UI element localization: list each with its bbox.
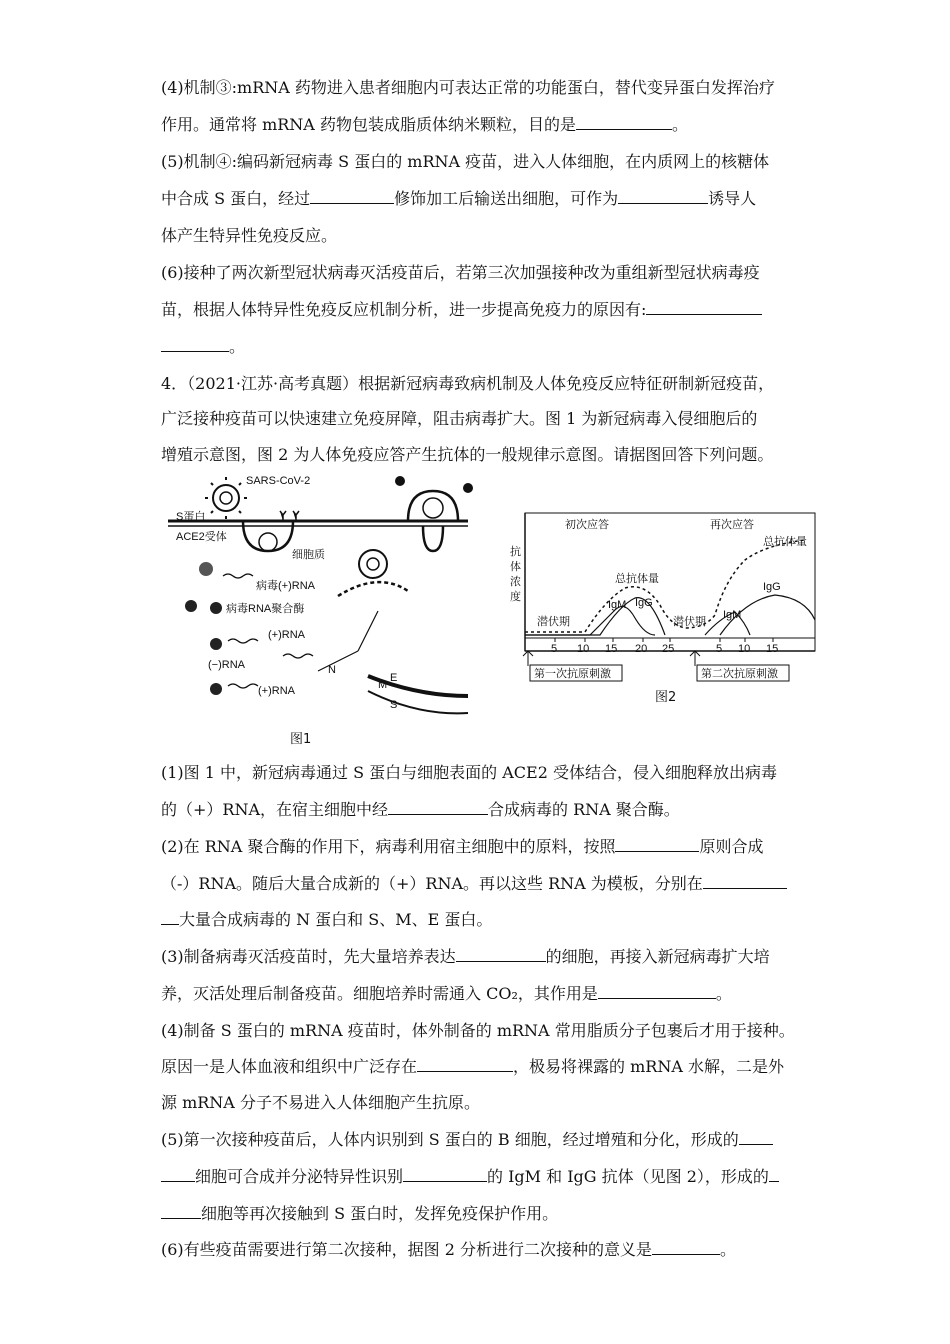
svg-text:体: 体: [510, 561, 521, 573]
q4-part6-line2: 苗，根据人体特异性免疫反应机制分析，进一步提高免疫力的原因有:: [161, 299, 801, 321]
svg-text:病毒(+)RNA: 病毒(+)RNA: [256, 580, 315, 592]
svg-text:15: 15: [766, 643, 779, 655]
svg-text:10: 10: [738, 643, 751, 655]
answer-blank[interactable]: [403, 1166, 487, 1182]
figure-1-caption: 图1: [290, 732, 312, 747]
svg-text:ACE2受体: ACE2受体: [176, 531, 227, 543]
svg-text:SARS-CoV-2: SARS-CoV-2: [246, 476, 311, 487]
question-4-stem-line2: 广泛接种疫苗可以快速建立免疫屏障，阻击病毒扩大。图 1 为新冠病毒入侵细胞后的: [161, 409, 758, 428]
virus-particle-icon: [359, 550, 387, 578]
svg-text:15: 15: [605, 643, 618, 655]
answer-blank[interactable]: [161, 909, 179, 925]
q4-sub1-line2: 的（+）RNA，在宿主细胞中经 合成病毒的 RNA 聚合酶。: [161, 800, 680, 819]
svg-text:25: 25: [662, 643, 675, 655]
q4-sub5-line3: 细胞等再次接触到 S 蛋白时，发挥免疫保护作用。: [161, 1203, 801, 1225]
answer-blank[interactable]: [417, 1056, 513, 1072]
svg-text:再次应答: 再次应答: [710, 519, 754, 531]
answer-blank[interactable]: [769, 1166, 779, 1182]
svg-text:第一次抗原刺激: 第一次抗原刺激: [534, 668, 611, 680]
q4-sub2-line2: （-）RNA。随后大量合成新的（+）RNA。再以这些 RNA 为模板，分别在: [161, 873, 801, 895]
q4-sub5-line1: (5)第一次接种疫苗后，人体内识别到 S 蛋白的 B 细胞，经过增殖和分化，形成的: [161, 1129, 801, 1151]
answer-blank[interactable]: [161, 1203, 201, 1219]
q4-sub3-line1: (3)制备病毒灭活疫苗时，先大量培养表达 的细胞，再接入新冠病毒扩大培: [161, 947, 770, 966]
figure-2-antibody-response: [505, 510, 820, 690]
svg-text:潜伏期: 潜伏期: [673, 616, 706, 628]
svg-text:第二次抗原刺激: 第二次抗原刺激: [701, 668, 778, 680]
sars-cov-2-virus-icon: [205, 477, 247, 519]
answer-blank[interactable]: [652, 1239, 720, 1255]
svg-text:N: N: [328, 664, 336, 676]
svg-text:(+)RNA: (+)RNA: [258, 685, 295, 697]
q4-part5-line2: 中合成 S 蛋白，经过 修饰加工后输送出细胞，可作为 诱导人: [161, 189, 757, 208]
svg-text:初次应答: 初次应答: [565, 519, 609, 531]
q4-sub1-line1: (1)图 1 中，新冠病毒通过 S 蛋白与细胞表面的 ACE2 受体结合，侵入细胞释放出病毒: [161, 763, 777, 782]
svg-text:总抗体量: 总抗体量: [615, 573, 659, 585]
answer-blank[interactable]: [161, 336, 229, 352]
svg-text:IgG: IgG: [763, 581, 781, 593]
svg-text:E: E: [390, 672, 398, 684]
q4-sub6-line1: (6)有些疫苗需要进行第二次接种，据图 2 分析进行二次接种的意义是 。: [161, 1240, 737, 1259]
svg-text:M: M: [378, 679, 388, 691]
q4-part5-line3: 体产生特异性免疫反应。: [161, 226, 338, 245]
q4-sub4-line2: 原因一是人体血液和组织中广泛存在 ，极易将裸露的 mRNA 水解，二是外: [161, 1057, 784, 1076]
svg-text:IgM: IgM: [608, 599, 627, 611]
svg-text:5: 5: [551, 643, 558, 655]
q4-part5-line1: (5)机制④:编码新冠病毒 S 蛋白的 mRNA 疫苗，进入人体细胞，在内质网上的核糖体: [161, 152, 770, 171]
svg-text:(−)RNA: (−)RNA: [208, 659, 245, 671]
q4-part4-line1: (4)机制③:mRNA 药物进入患者细胞内可表达正常的功能蛋白，替代变异蛋白发挥治疗: [161, 78, 775, 97]
svg-text:潜伏期: 潜伏期: [537, 616, 570, 628]
svg-text:总抗体量: 总抗体量: [763, 536, 807, 548]
answer-blank[interactable]: [388, 799, 488, 815]
figure-2-caption: 图2: [655, 690, 677, 705]
q4-sub5-line2: 细胞可合成并分泌特异性识别 的 IgM 和 IgG 抗体（见图 2），形成的: [161, 1166, 801, 1188]
virus-exit-icon: [395, 476, 473, 551]
q4-sub2-line1: (2)在 RNA 聚合酶的作用下，病毒利用宿主细胞中的原料，按照 原则合成: [161, 837, 764, 856]
svg-text:浓: 浓: [510, 576, 521, 588]
question-4-stem-line3: 增殖示意图，图 2 为人体免疫应答产生抗体的一般规律示意图。请据图回答下列问题。: [161, 445, 774, 464]
q4-sub2-line3: 大量合成病毒的 N 蛋白和 S、M、E 蛋白。: [161, 909, 801, 931]
svg-text:5: 5: [716, 643, 723, 655]
question-4-stem-line1: 4．（2021·江苏·高考真题）根据新冠病毒致病机制及人体免疫反应特征研制新冠疫苗，: [161, 374, 775, 393]
svg-text:S: S: [390, 699, 398, 711]
svg-text:S蛋白: S蛋白: [176, 511, 206, 523]
q4-sub4-line3: 源 mRNA 分子不易进入人体细胞产生抗原。: [161, 1093, 480, 1112]
svg-text:20: 20: [635, 643, 648, 655]
svg-text:IgM: IgM: [723, 609, 742, 621]
answer-blank[interactable]: [703, 873, 787, 889]
answer-blank[interactable]: [615, 836, 699, 852]
answer-blank[interactable]: [739, 1129, 773, 1145]
answer-blank[interactable]: [161, 1166, 195, 1182]
svg-text:IgG: IgG: [635, 597, 653, 609]
answer-blank[interactable]: [646, 299, 762, 315]
svg-text:10: 10: [577, 643, 590, 655]
q4-part6-line3: 。: [161, 336, 801, 358]
figure-1-virus-replication: [168, 476, 488, 726]
answer-blank[interactable]: [310, 188, 394, 204]
svg-text:度: 度: [510, 591, 521, 603]
svg-text:细胞质: 细胞质: [292, 549, 325, 561]
q4-sub4-line1: (4)制备 S 蛋白的 mRNA 疫苗时，体外制备的 mRNA 常用脂质分子包裹后才用于接种。: [161, 1021, 795, 1040]
q4-sub3-line2: 养，灭活处理后制备疫苗。细胞培养时需通入 CO₂，其作用是 。: [161, 984, 732, 1003]
svg-text:抗: 抗: [510, 546, 521, 558]
answer-blank[interactable]: [598, 983, 716, 999]
answer-blank[interactable]: [576, 114, 672, 130]
svg-text:病毒RNA聚合酶: 病毒RNA聚合酶: [226, 603, 305, 615]
q4-part4-line2: 作用。通常将 mRNA 药物包装成脂质体纳米颗粒，目的是 。: [161, 115, 688, 134]
answer-blank[interactable]: [456, 946, 546, 962]
svg-text:(+)RNA: (+)RNA: [268, 629, 305, 641]
q4-part6-line1: (6)接种了两次新型冠状病毒灭活疫苗后，若第三次加强接种改为重组新型冠状病毒疫: [161, 263, 760, 282]
answer-blank[interactable]: [618, 188, 708, 204]
